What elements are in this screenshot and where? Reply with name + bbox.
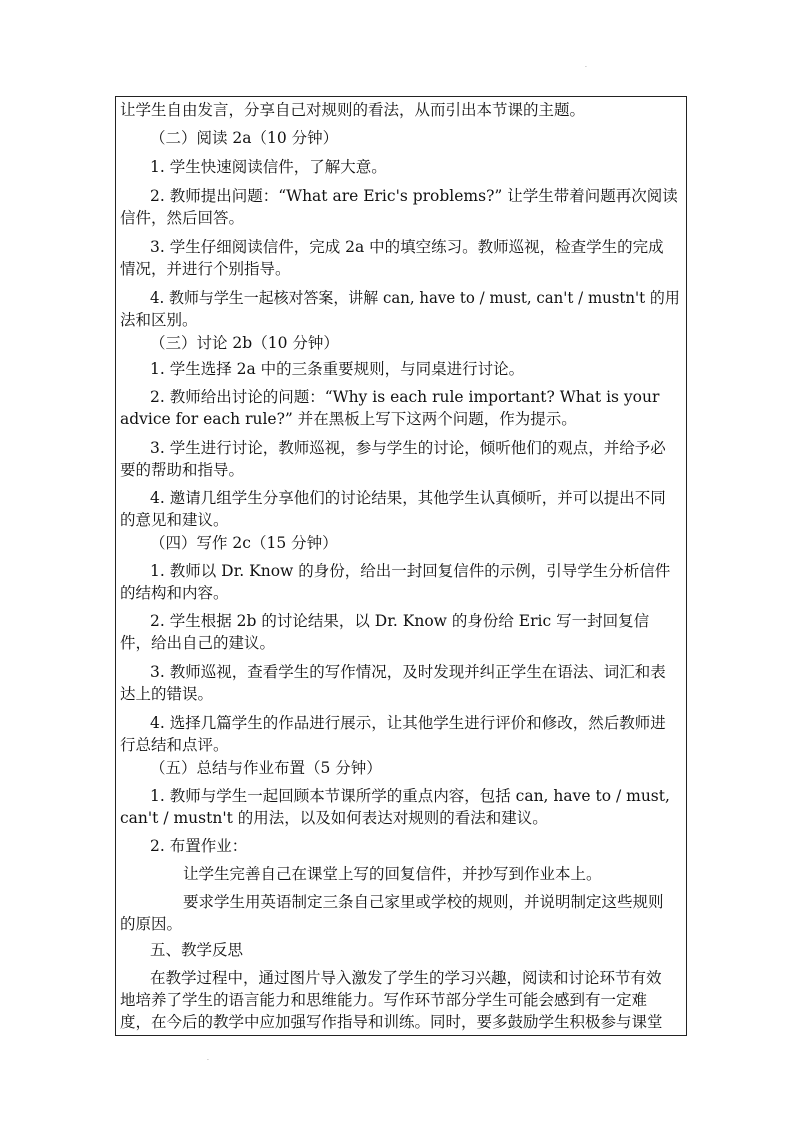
- section-heading: （三）讨论 2b（10 分钟）: [150, 334, 339, 352]
- text-line: 的结构和内容。: [120, 584, 229, 602]
- text-line: 2. 布置作业：: [150, 837, 248, 855]
- text-line: 件，给出自己的建议。: [120, 634, 276, 652]
- text-line: 1. 学生快速阅读信件，了解大意。: [150, 158, 387, 176]
- document-table-cell: [115, 96, 687, 1036]
- text-line: 2. 学生根据 2b 的讨论结果，以 Dr. Know 的身份给 Eric 写一封回复信: [150, 612, 650, 630]
- section-heading: 五、教学反思: [150, 941, 244, 959]
- text-line: 2. 教师给出讨论的问题：“Why is each rule important? What is your: [150, 388, 660, 406]
- text-line: 法和区别。: [120, 311, 198, 329]
- text-line: 4. 教师与学生一起核对答案，讲解 can, have to / must, can't / mustn't 的用: [150, 289, 680, 307]
- text-line: 情况，并进行个别指导。: [120, 260, 291, 278]
- text-line: 让学生完善自己在课堂上写的回复信件，并抄写到作业本上。: [183, 865, 602, 883]
- text-line: 要的帮助和指导。: [120, 461, 245, 479]
- text-line: 3. 学生进行讨论，教师巡视，参与学生的讨论，倾听他们的观点，并给予必: [150, 439, 666, 457]
- scan-dot: .: [585, 62, 587, 69]
- text-line: 1. 教师与学生一起回顾本节课所学的重点内容，包括 can, have to / must,: [150, 787, 670, 805]
- text-line: 1. 学生选择 2a 中的三条重要规则，与同桌进行讨论。: [150, 360, 525, 378]
- section-heading: （五）总结与作业布置（5 分钟）: [150, 759, 382, 777]
- text-line: 地培养了学生的语言能力和思维能力。写作环节部分学生可能会感到有一定难: [120, 991, 648, 1009]
- text-line: 4. 选择几篇学生的作品进行展示，让其他学生进行评价和修改，然后教师进: [150, 714, 666, 732]
- section-heading: （二）阅读 2a（10 分钟）: [150, 129, 339, 147]
- text-line: 1. 教师以 Dr. Know 的身份，给出一封回复信件的示例，引导学生分析信件: [150, 562, 671, 580]
- text-line: 信件，然后回答。: [120, 209, 245, 227]
- text-line: 要求学生用英语制定三条自己家里或学校的规则，并说明制定这些规则: [183, 893, 664, 911]
- text-line: 3. 学生仔细阅读信件，完成 2a 中的填空练习。教师巡视，检查学生的完成: [150, 238, 664, 256]
- text-line: 度，在今后的教学中应加强写作指导和训练。同时，要多鼓励学生积极参与课堂: [120, 1013, 663, 1031]
- text-line: advice for each rule?” 并在黑板上写下这两个问题，作为提示。: [120, 410, 577, 428]
- text-line: 的原因。: [120, 915, 183, 933]
- text-line: 3. 教师巡视，查看学生的写作情况，及时发现并纠正学生在语法、词汇和表: [150, 663, 666, 681]
- text-line: 让学生自由发言，分享自己对规则的看法，从而引出本节课的主题。: [120, 101, 586, 119]
- section-heading: （四）写作 2c（15 分钟）: [150, 534, 338, 552]
- text-line: 在教学过程中，通过图片导入激发了学生的学习兴趣，阅读和讨论环节有效: [150, 969, 662, 987]
- text-line: 行总结和点评。: [120, 736, 229, 754]
- text-line: 2. 教师提出问题：“What are Eric's problems?” 让学生带着问题再次阅读: [150, 187, 678, 205]
- text-line: 达上的错误。: [120, 685, 214, 703]
- text-line: 的意见和建议。: [120, 511, 229, 529]
- text-line: 4. 邀请几组学生分享他们的讨论结果，其他学生认真倾听，并可以提出不同: [150, 489, 666, 507]
- scan-dot: .: [207, 1055, 209, 1062]
- text-line: can't / mustn't 的用法，以及如何表达对规则的看法和建议。: [120, 809, 548, 827]
